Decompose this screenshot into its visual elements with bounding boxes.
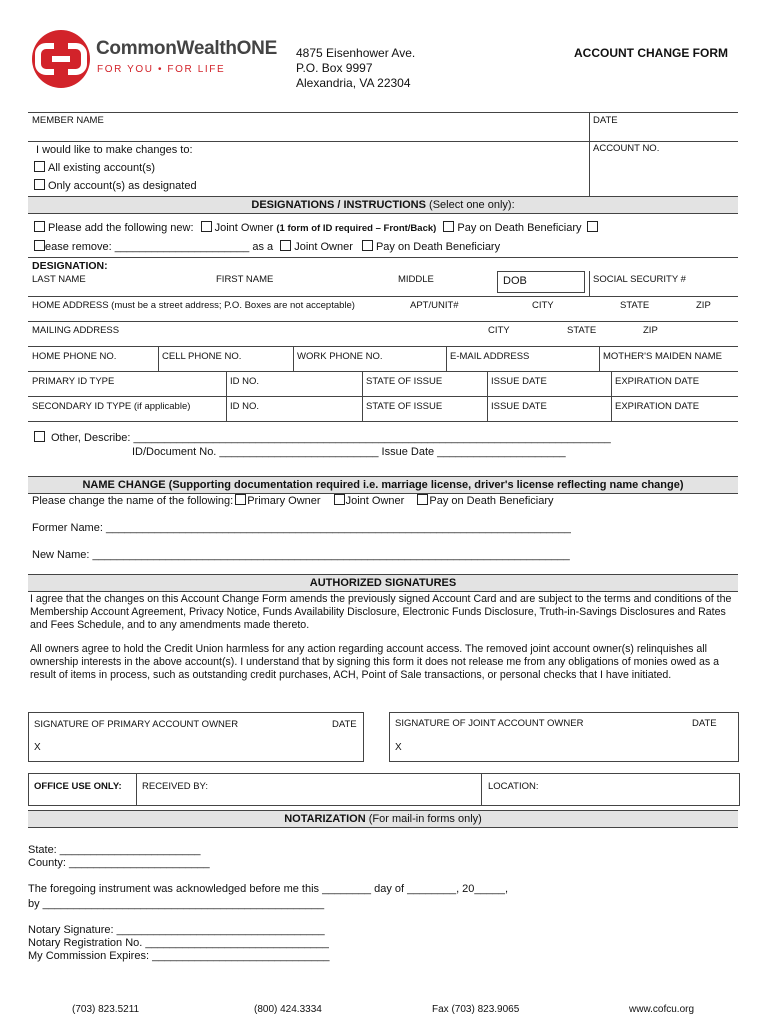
- secondary-state-issue-label: STATE OF ISSUE: [366, 401, 443, 412]
- form-title: ACCOUNT CHANGE FORM: [574, 46, 728, 60]
- mailing-city-label: CITY: [488, 325, 510, 336]
- signatures-heading: AUTHORIZED SIGNATURES: [28, 574, 738, 592]
- primary-x-mark: X: [34, 742, 41, 753]
- state-label: STATE: [620, 300, 650, 311]
- cell-phone-label: CELL PHONE NO.: [162, 351, 242, 362]
- address-line-1: 4875 Eisenhower Ave.: [296, 46, 416, 60]
- primary-date-label: DATE: [332, 719, 357, 730]
- brand-tagline: FOR YOU • FOR LIFE: [97, 64, 226, 75]
- all-accounts-checkbox[interactable]: [34, 161, 45, 172]
- joint-signature-label: SIGNATURE OF JOINT ACCOUNT OWNER: [395, 718, 584, 729]
- notary-acknowledgement[interactable]: The foregoing instrument was acknowledged before me this ________ day of ________, 20_____,: [28, 883, 509, 895]
- city-label: CITY: [532, 300, 554, 311]
- dob-label: DOB: [503, 275, 527, 287]
- received-by-label: RECEIVED BY:: [142, 781, 208, 792]
- home-phone-label: HOME PHONE NO.: [32, 351, 117, 362]
- ssn-label: SOCIAL SECURITY #: [593, 274, 686, 285]
- agreement-paragraph-2: All owners agree to hold the Credit Union harmless for any action regarding account access. The removed joint account owner(s) relinquishes all ownership interests in the above account(s). I understand that by signing this form it does not release me from any obligations of monies owed as a result of items in process, such as outstanding credit purchases, ACH, Point of Sale transactions, or personal checks that I have initiated.: [30, 643, 719, 681]
- primary-signature-label: SIGNATURE OF PRIMARY ACCOUNT OWNER: [34, 719, 239, 730]
- brand-name: CommonWealthONE: [96, 38, 277, 59]
- secondary-id-label: SECONDARY ID TYPE (if applicable): [32, 401, 191, 412]
- all-accounts-option[interactable]: [34, 161, 155, 174]
- add-joint-owner-checkbox[interactable]: [201, 221, 212, 232]
- account-no-field[interactable]: [591, 152, 737, 194]
- first-name-label: FIRST NAME: [216, 274, 274, 285]
- member-name-label: MEMBER NAME: [32, 115, 104, 126]
- footer-phone-tollfree: (800) 424.3334: [254, 1004, 322, 1015]
- notary-signature-field[interactable]: Notary Signature: __________________________________: [28, 924, 325, 936]
- mailing-zip-label: ZIP: [643, 325, 658, 336]
- secondary-issue-date-label: ISSUE DATE: [491, 401, 547, 412]
- middle-label: MIDDLE: [398, 274, 434, 285]
- new-name-field[interactable]: New Name: ______________________________________________________________________________: [32, 549, 570, 561]
- last-name-label: LAST NAME: [32, 274, 86, 285]
- id-document-row: ID/Document No. __________________________ Issue Date _____________________: [132, 446, 566, 458]
- only-accounts-label: Only account(s) as designated: [48, 180, 197, 192]
- date-field[interactable]: [591, 124, 737, 140]
- notary-commission-field[interactable]: My Commission Expires: _____________________________: [28, 950, 330, 962]
- primary-id-no-label: ID NO.: [230, 376, 260, 387]
- credit-union-logo: [30, 28, 92, 90]
- only-accounts-option[interactable]: [34, 179, 197, 192]
- maiden-name-label: MOTHER'S MAIDEN NAME: [603, 351, 722, 362]
- notarization-heading: NOTARIZATION (For mail-in forms only): [28, 810, 738, 828]
- name-change-heading: NAME CHANGE (Supporting documentation required i.e. marriage license, driver's license reflecting name change): [28, 476, 738, 494]
- footer-phone-local: (703) 823.5211: [72, 1004, 140, 1015]
- other-checkbox[interactable]: [34, 431, 45, 442]
- extra-checkbox[interactable]: [587, 221, 598, 232]
- add-new-checkbox[interactable]: [34, 221, 45, 232]
- secondary-exp-date-label: EXPIRATION DATE: [615, 401, 700, 412]
- other-row: Other, Describe: ______________________________________________________________________________: [34, 431, 611, 444]
- only-accounts-checkbox[interactable]: [34, 179, 45, 190]
- intro-text: I would like to make changes to:: [36, 144, 193, 156]
- office-use-label: OFFICE USE ONLY:: [34, 781, 122, 792]
- agreement-paragraph-1: I agree that the changes on this Account Change Form amends the previously signed Account Card and are subject to the terms and conditions of the Membership Account Agreement, Privacy Notice, Funds Availability Disclosure, Electronic Funds Disclosure, Truth-in-Savings Disclosures and Rates and Fees Schedule, and to any amendments made thereto.: [30, 593, 732, 631]
- account-no-label: ACCOUNT NO.: [593, 143, 660, 154]
- notary-by-field[interactable]: by ______________________________________________: [28, 898, 325, 910]
- mailing-address-label: MAILING ADDRESS: [32, 325, 120, 336]
- address-line-3: Alexandria, VA 22304: [296, 76, 411, 90]
- work-phone-label: WORK PHONE NO.: [297, 351, 383, 362]
- joint-x-mark: X: [395, 742, 402, 753]
- remove-row: ease remove: ______________________ as a Joint Owner Pay on Death Beneficiary: [34, 240, 500, 253]
- footer-fax: Fax (703) 823.9065: [432, 1004, 520, 1015]
- secondary-id-no-label: ID NO.: [230, 401, 260, 412]
- add-pod-checkbox[interactable]: [443, 221, 454, 232]
- zip-label: ZIP: [696, 300, 711, 311]
- nc-pod-checkbox[interactable]: [417, 494, 428, 505]
- primary-state-issue-label: STATE OF ISSUE: [366, 376, 443, 387]
- mailing-state-label: STATE: [567, 325, 597, 336]
- designations-heading: DESIGNATIONS / INSTRUCTIONS (Select one only):: [28, 196, 738, 214]
- remove-joint-owner-checkbox[interactable]: [280, 240, 291, 251]
- primary-exp-date-label: EXPIRATION DATE: [615, 376, 700, 387]
- name-change-row: Please change the name of the following: Primary Owner Joint Owner Pay on Death Beneficiary: [32, 495, 554, 507]
- add-new-row: Please add the following new: Joint Owner (1 form of ID required – Front/Back) Pay on Death Beneficiary: [34, 221, 601, 234]
- remove-checkbox[interactable]: [34, 240, 45, 251]
- nc-joint-checkbox[interactable]: [334, 494, 345, 505]
- former-name-field[interactable]: Former Name: ____________________________________________________________________________: [32, 522, 571, 534]
- all-accounts-label: All existing account(s): [48, 162, 155, 174]
- member-name-field[interactable]: [30, 124, 586, 140]
- address-line-2: P.O. Box 9997: [296, 61, 373, 75]
- location-label: LOCATION:: [488, 781, 539, 792]
- primary-issue-date-label: ISSUE DATE: [491, 376, 547, 387]
- primary-id-label: PRIMARY ID TYPE: [32, 376, 115, 387]
- joint-date-label: DATE: [692, 718, 717, 729]
- date-label: DATE: [593, 115, 618, 126]
- notary-registration-field[interactable]: Notary Registration No. ______________________________: [28, 937, 329, 949]
- notary-state-field[interactable]: State: _______________________: [28, 844, 201, 856]
- home-address-label: HOME ADDRESS (must be a street address; P.O. Boxes are not acceptable): [32, 300, 355, 311]
- notary-county-field[interactable]: County: _______________________: [28, 857, 210, 869]
- apt-label: APT/UNIT#: [410, 300, 459, 311]
- remove-pod-checkbox[interactable]: [362, 240, 373, 251]
- designation-label: DESIGNATION:: [32, 260, 108, 272]
- footer-website[interactable]: www.cofcu.org: [629, 1004, 695, 1015]
- email-label: E-MAIL ADDRESS: [450, 351, 530, 362]
- nc-primary-checkbox[interactable]: [235, 494, 246, 505]
